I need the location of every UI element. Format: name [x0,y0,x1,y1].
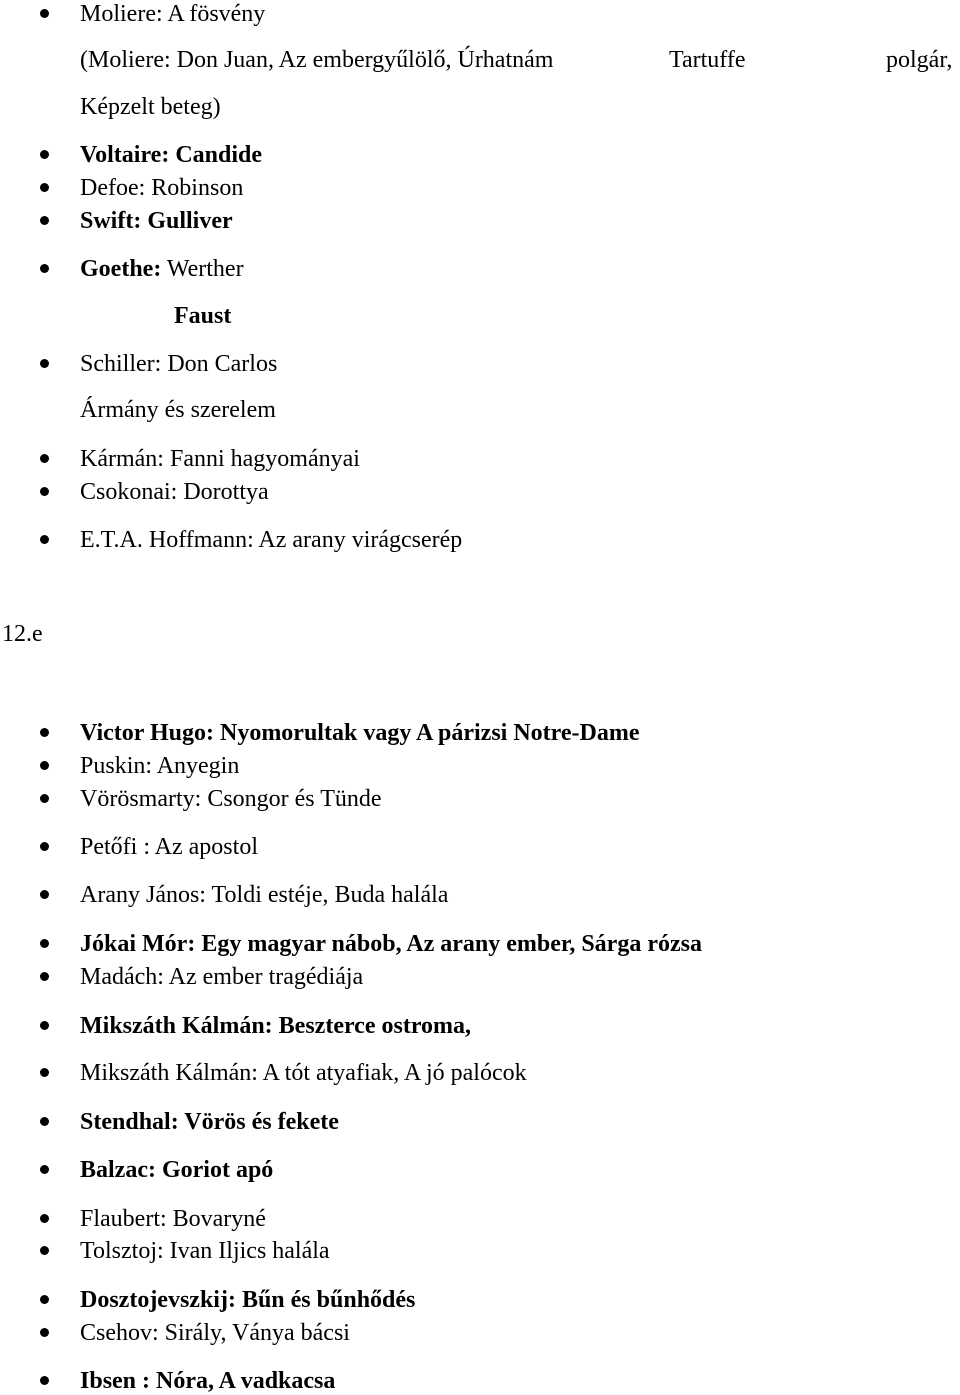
list-bullet [40,794,49,803]
list-bullet [40,890,49,899]
list-item-hoffmann: E.T.A. Hoffmann: Az arany virágcserép [80,527,463,553]
list-item-jokai: Jókai Mór: Egy magyar nábob, Az arany ember, Sárga rózsa [80,931,702,957]
list-item-madach: Madách: Az ember tragédiája [80,964,364,990]
grade-heading: 12.e [2,621,43,647]
list-bullet [40,1295,49,1304]
list-bullet [40,1246,49,1255]
list-bullet [40,264,49,273]
list-item-vorosmarty: Vörösmarty: Csongor és Tünde [80,786,382,812]
list-bullet [40,1328,49,1337]
list-item-karman: Kármán: Fanni hagyományai [80,446,360,472]
goethe-author: Goethe: [80,256,162,282]
list-item-balzac: Balzac: Goriot apó [80,1157,274,1183]
list-item-schiller: Schiller: Don Carlos [80,351,278,377]
list-bullet [40,761,49,770]
list-item-mikszath-1: Mikszáth Kálmán: Beszterce ostroma, [80,1013,472,1039]
list-bullet [40,359,49,368]
list-bullet [40,1165,49,1174]
moliere-other-works-part2: Tartuffe [669,47,746,73]
list-bullet [40,1214,49,1223]
list-item-hugo: Victor Hugo: Nyomorultak vagy A párizsi Notre-Dame [80,720,640,746]
list-bullet [40,728,49,737]
list-item-goethe [80,255,244,283]
list-item-puskin: Puskin: Anyegin [80,753,240,779]
list-bullet [40,1117,49,1126]
list-item-tolsztoj: Tolsztoj: Ivan Iljics halála [80,1238,330,1264]
list-item-petofi: Petőfi : Az apostol [80,834,258,860]
list-bullet [40,939,49,948]
list-item-flaubert: Flaubert: Bovaryné [80,1206,266,1232]
list-item-ibsen: Ibsen : Nóra, A vadkacsa [80,1368,336,1394]
list-item-defoe: Defoe: Robinson [80,175,244,201]
schiller-second-work: Ármány és szerelem [80,397,276,423]
list-bullet [40,487,49,496]
list-bullet [40,183,49,192]
list-item-csehov: Csehov: Sirály, Ványa bácsi [80,1320,350,1346]
list-item-arany: Arany János: Toldi estéje, Buda halála [80,882,449,908]
list-bullet [40,1021,49,1030]
moliere-other-works-line2: Képzelt beteg) [80,94,221,120]
list-bullet [40,150,49,159]
list-bullet [40,535,49,544]
list-bullet [40,9,49,18]
list-item-stendhal: Stendhal: Vörös és fekete [80,1109,339,1135]
list-item-swift: Swift: Gulliver [80,208,233,234]
goethe-faust: Faust [174,303,232,329]
list-bullet [40,1068,49,1077]
list-bullet [40,972,49,981]
list-item-csokonai: Csokonai: Dorottya [80,479,269,505]
list-bullet [40,216,49,225]
list-bullet [40,454,49,463]
list-bullet [40,1376,49,1385]
moliere-other-works-part1: (Moliere: Don Juan, Az embergyűlölő, Úrhatnám [80,47,554,73]
list-item-moliere: Moliere: A fösvény [80,1,266,27]
list-item-mikszath-2: Mikszáth Kálmán: A tót atyafiak, A jó palócok [80,1060,527,1086]
goethe-work: Werther [161,256,244,282]
list-item-voltaire: Voltaire: Candide [80,142,263,168]
list-bullet [40,842,49,851]
list-item-dosztojevszkij: Dosztojevszkij: Bűn és bűnhődés [80,1287,416,1313]
moliere-other-works-part3: polgár, [886,47,953,73]
